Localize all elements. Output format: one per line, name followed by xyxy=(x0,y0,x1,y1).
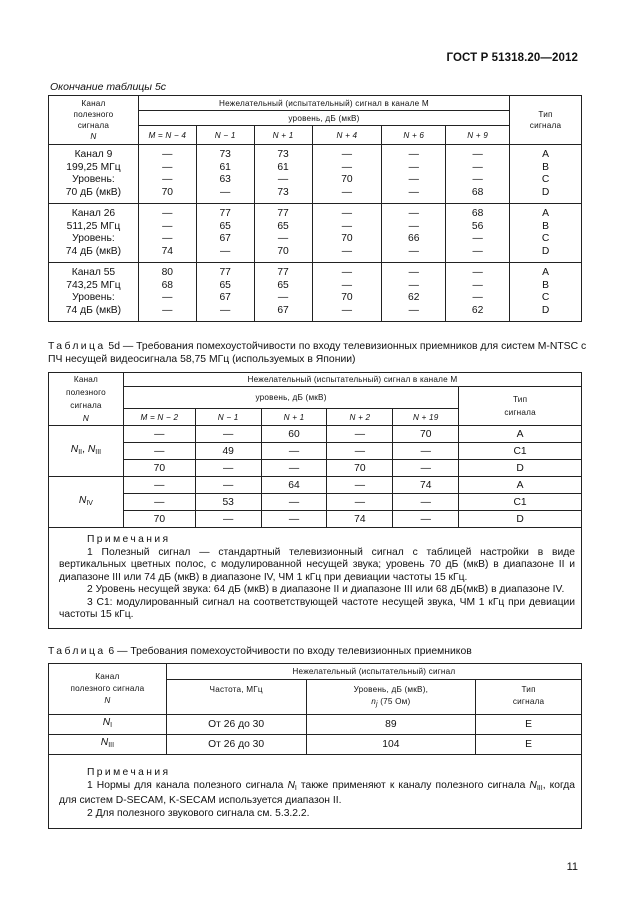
table-6-notes xyxy=(48,755,582,829)
table-row xyxy=(49,443,582,460)
channel-cell: Канал 26 511,25 МГц Уровень: 74 дБ (мкВ) xyxy=(49,204,139,263)
value-cell: — xyxy=(327,443,393,460)
col-header: M = N − 4 xyxy=(138,126,196,145)
value-cell: — xyxy=(261,460,327,477)
table-row xyxy=(49,715,582,735)
value-cell: 53 xyxy=(195,494,261,511)
value-cell: 74 xyxy=(327,511,393,528)
col-header: N + 4 xyxy=(312,126,382,145)
table-6-block xyxy=(48,663,582,829)
type-cell: A xyxy=(459,426,582,443)
value-cell: — xyxy=(327,477,393,494)
unwanted-signal-header: Нежелательный (испытательный) сигнал в канале M xyxy=(138,96,509,111)
type-cell: C1 xyxy=(459,494,582,511)
value-cell: 49 xyxy=(195,443,261,460)
page-number: 11 xyxy=(566,861,578,873)
value-cell: — xyxy=(195,511,261,528)
col-header: N − 1 xyxy=(196,126,254,145)
value-cell: — xyxy=(261,511,327,528)
table-continuation-caption: Окончание таблицы 5с xyxy=(50,81,167,93)
value-cell: — — 70 — xyxy=(312,204,382,263)
channel-cell: $N_{III}$ xyxy=(49,735,167,755)
value-cell: 77 65 — 67 xyxy=(254,263,312,322)
value-cell: 64 xyxy=(261,477,327,494)
channel-header: Канал полезного сигнала N xyxy=(49,664,167,715)
signal-type-header: Тип сигнала xyxy=(459,387,582,426)
value-cell: 60 xyxy=(261,426,327,443)
col-header: N + 19 xyxy=(393,409,459,426)
value-cell: — xyxy=(393,443,459,460)
document-header: ГОСТ Р 51318.20—2012 xyxy=(446,52,578,64)
value-cell: 70 xyxy=(123,460,195,477)
channel-header: Канал полезного сигнала N xyxy=(49,96,139,145)
value-cell: — xyxy=(261,494,327,511)
level-header: уровень, дБ (мкВ) xyxy=(138,111,509,126)
type-cell: E xyxy=(476,735,582,755)
table-5d xyxy=(48,372,582,528)
table-5c xyxy=(48,95,582,322)
table-row xyxy=(49,460,582,477)
col-header: M = N − 2 xyxy=(123,409,195,426)
value-cell: 77 65 67 — xyxy=(196,204,254,263)
value-cell: — — — 70 xyxy=(138,145,196,204)
table-row xyxy=(49,511,582,528)
table-row xyxy=(49,477,582,494)
value-cell: 77 65 67 — xyxy=(196,263,254,322)
note: 1 Полезный сигнал — стандартный телевизионный сигнал с таблицей настройки в виде вертикальных цветных полос, с модулированной несущей звука; уровень 70 дБ (мкВ) в диапазоне II и диапазоне III или 74 дБ (мкВ) в диапазоне IV, ЧМ 1 кГц при девиации частоты 15 кГц. xyxy=(59,546,575,583)
value-cell: 74 xyxy=(393,477,459,494)
value-cell: — xyxy=(393,460,459,477)
table-5d-block xyxy=(48,372,582,629)
table-5d-notes xyxy=(48,528,582,629)
table-row xyxy=(49,204,582,263)
value-cell: — xyxy=(123,426,195,443)
value-cell: — xyxy=(327,494,393,511)
channel-cell: Канал 55 743,25 МГц Уровень: 74 дБ (мкВ) xyxy=(49,263,139,322)
table-6-caption: Таблица 6 — Требования помехоустойчивости по входу телевизионных приемников xyxy=(48,646,472,657)
frequency-cell: От 26 до 30 xyxy=(166,735,306,755)
type-cell: C1 xyxy=(459,443,582,460)
type-cell: E xyxy=(476,715,582,735)
signal-type-header: Тип сигнала xyxy=(476,680,582,715)
unwanted-signal-header: Нежелательный (испытательный) сигнал xyxy=(166,664,581,680)
value-cell: — — — 74 xyxy=(138,204,196,263)
value-cell: 70 xyxy=(123,511,195,528)
notes-title: Примечания xyxy=(87,534,171,545)
channel-cell: Канал 9 199,25 МГц Уровень: 70 дБ (мкВ) xyxy=(49,145,139,204)
col-header: N + 2 xyxy=(327,409,393,426)
value-cell: 70 xyxy=(393,426,459,443)
table-row xyxy=(49,494,582,511)
value-cell: — xyxy=(393,511,459,528)
channel-cell: $N_{II}$, $N_{III}$ xyxy=(49,426,124,477)
col-header: N + 1 xyxy=(254,126,312,145)
value-cell: — — 66 — xyxy=(382,204,446,263)
type-cell: D xyxy=(459,511,582,528)
type-cell: D xyxy=(459,460,582,477)
table-row xyxy=(49,426,582,443)
value-cell: — xyxy=(195,426,261,443)
value-cell: — — 70 — xyxy=(312,145,382,204)
col-header: N + 1 xyxy=(261,409,327,426)
channel-header: Канал полезного сигнала N xyxy=(49,373,124,426)
col-header: N + 6 xyxy=(382,126,446,145)
table-row xyxy=(49,263,582,322)
type-cell: A xyxy=(459,477,582,494)
value-cell: 77 65 — 70 xyxy=(254,204,312,263)
note: 1 Нормы для канала полезного сигнала $N_I$ также применяют к каналу полезного сигнала $N_{III}$, когда для систем D-SECAM, K-SECAM используется диапазон II. xyxy=(59,779,575,806)
level-header: уровень, дБ (мкВ) xyxy=(123,387,458,409)
col-header: N − 1 xyxy=(195,409,261,426)
value-cell: — xyxy=(327,426,393,443)
frequency-header: Частота, МГц xyxy=(166,680,306,715)
type-cell: A B C D xyxy=(510,145,582,204)
table-row xyxy=(49,735,582,755)
note: 2 Уровень несущей звука: 64 дБ (мкВ) в диапазоне II и диапазоне III или 68 дБ(мкВ) в диапазоне IV. xyxy=(87,584,565,595)
value-cell: 80 68 — — xyxy=(138,263,196,322)
value-cell: — xyxy=(123,477,195,494)
value-cell: — xyxy=(195,460,261,477)
type-cell: A B C D xyxy=(510,263,582,322)
level-cell: 89 xyxy=(306,715,476,735)
value-cell: — xyxy=(123,494,195,511)
signal-type-header: Тип сигнала xyxy=(510,96,582,145)
value-cell: — — 70 — xyxy=(312,263,382,322)
level-cell: 104 xyxy=(306,735,476,755)
level-header: Уровень, дБ (мкВ), $n_j$ (75 Ом) xyxy=(306,680,476,715)
value-cell: — xyxy=(393,494,459,511)
value-cell: — — 62 — xyxy=(382,263,446,322)
unwanted-signal-header: Нежелательный (испытательный) сигнал в канале M xyxy=(123,373,581,387)
value-cell: — xyxy=(123,443,195,460)
note: 3 C1: модулированный сигнал на соответствующей частоте несущей звука, ЧМ 1 кГц при девиации частоты 15 кГц. xyxy=(59,596,575,620)
type-cell: A B C D xyxy=(510,204,582,263)
value-cell: — — — 62 xyxy=(446,263,510,322)
value-cell: 73 61 63 — xyxy=(196,145,254,204)
value-cell: — xyxy=(195,477,261,494)
table-row xyxy=(49,145,582,204)
note: 2 Для полезного звукового сигнала см. 5.3.2.2. xyxy=(87,807,310,819)
value-cell: — — — — xyxy=(382,145,446,204)
channel-cell: $N_{IV}$ xyxy=(49,477,124,528)
table-6 xyxy=(48,663,582,755)
frequency-cell: От 26 до 30 xyxy=(166,715,306,735)
value-cell: 68 56 — — xyxy=(446,204,510,263)
value-cell: 70 xyxy=(327,460,393,477)
value-cell: — xyxy=(261,443,327,460)
value-cell: 73 61 — 73 xyxy=(254,145,312,204)
notes-title: Примечания xyxy=(87,767,171,778)
table-5d-caption: Таблица 5d — Требования помехоустойчивости по входу телевизионных приемников для систем M-NTSC с ПЧ несущей видеосигнала 58,75 МГц (используемых в Японии) xyxy=(48,341,587,365)
col-header: N + 9 xyxy=(446,126,510,145)
channel-cell: $N_I$ xyxy=(49,715,167,735)
value-cell: — — — 68 xyxy=(446,145,510,204)
